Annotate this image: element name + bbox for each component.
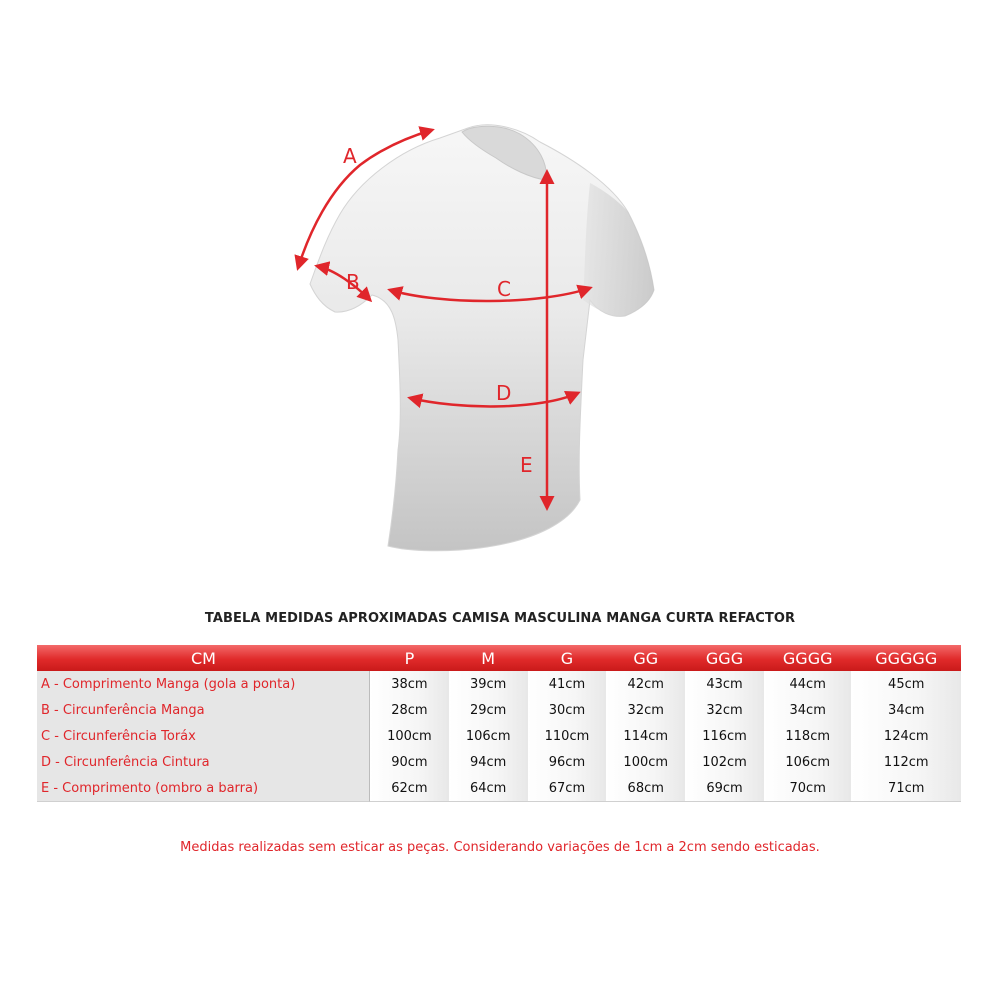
table-row (37, 723, 961, 749)
table-cell: 106cm (449, 723, 528, 749)
table-cell: 112cm (851, 749, 961, 775)
table-row (37, 671, 961, 697)
row-label: C - Circunferência Toráx (37, 723, 370, 749)
header-size-ggggg: GGGGG (851, 645, 961, 671)
table-cell: 100cm (606, 749, 685, 775)
header-size-ggg: GGG (685, 645, 764, 671)
table-row (37, 749, 961, 775)
row-label: A - Comprimento Manga (gola a ponta) (37, 671, 370, 697)
table-cell: 38cm (370, 671, 449, 697)
table-cell: 42cm (606, 671, 685, 697)
table-cell: 64cm (449, 775, 528, 802)
table-cell: 30cm (528, 697, 607, 723)
row-label: E - Comprimento (ombro a barra) (37, 775, 370, 802)
table-cell: 43cm (685, 671, 764, 697)
table-cell: 45cm (851, 671, 961, 697)
measure-b-label: B (346, 270, 360, 294)
table-cell: 102cm (685, 749, 764, 775)
table-cell: 32cm (606, 697, 685, 723)
table-cell: 44cm (764, 671, 852, 697)
table-cell: 34cm (764, 697, 852, 723)
table-cell: 70cm (764, 775, 852, 802)
shirt-side-shade (583, 183, 654, 316)
table-cell: 39cm (449, 671, 528, 697)
table-cell: 32cm (685, 697, 764, 723)
measure-c-label: C (497, 277, 511, 301)
row-label: B - Circunferência Manga (37, 697, 370, 723)
table-cell: 114cm (606, 723, 685, 749)
table-cell: 62cm (370, 775, 449, 802)
measure-e-label: E (520, 453, 533, 477)
table-cell: 110cm (528, 723, 607, 749)
table-cell: 67cm (528, 775, 607, 802)
header-size-p: P (370, 645, 449, 671)
header-cm: CM (37, 645, 370, 671)
table-cell: 29cm (449, 697, 528, 723)
header-size-g: G (528, 645, 607, 671)
table-header-row (37, 645, 961, 671)
table-cell: 69cm (685, 775, 764, 802)
table-cell: 124cm (851, 723, 961, 749)
table-cell: 94cm (449, 749, 528, 775)
measurement-note: Medidas realizadas sem esticar as peças. Considerando variações de 1cm a 2cm sendo esticadas. (180, 840, 820, 855)
table-cell: 41cm (528, 671, 607, 697)
measure-a-label: A (343, 144, 357, 168)
measure-d-label: D (496, 381, 512, 405)
header-size-gggg: GGGG (764, 645, 852, 671)
table-row (37, 775, 961, 802)
table-cell: 116cm (685, 723, 764, 749)
shirt-measurement-illustration (280, 110, 680, 570)
table-cell: 106cm (764, 749, 852, 775)
table-cell: 100cm (370, 723, 449, 749)
table-cell: 118cm (764, 723, 852, 749)
table-cell: 96cm (528, 749, 607, 775)
header-size-m: M (449, 645, 528, 671)
shirt-body (310, 125, 654, 551)
table-cell: 28cm (370, 697, 449, 723)
header-size-gg: GG (606, 645, 685, 671)
row-label: D - Circunferência Cintura (37, 749, 370, 775)
table-row (37, 697, 961, 723)
table-cell: 90cm (370, 749, 449, 775)
table-cell: 34cm (851, 697, 961, 723)
table-cell: 71cm (851, 775, 961, 802)
size-table (37, 645, 961, 802)
table-cell: 68cm (606, 775, 685, 802)
table-title: TABELA MEDIDAS APROXIMADAS CAMISA MASCULINA MANGA CURTA REFACTOR (204, 611, 796, 626)
